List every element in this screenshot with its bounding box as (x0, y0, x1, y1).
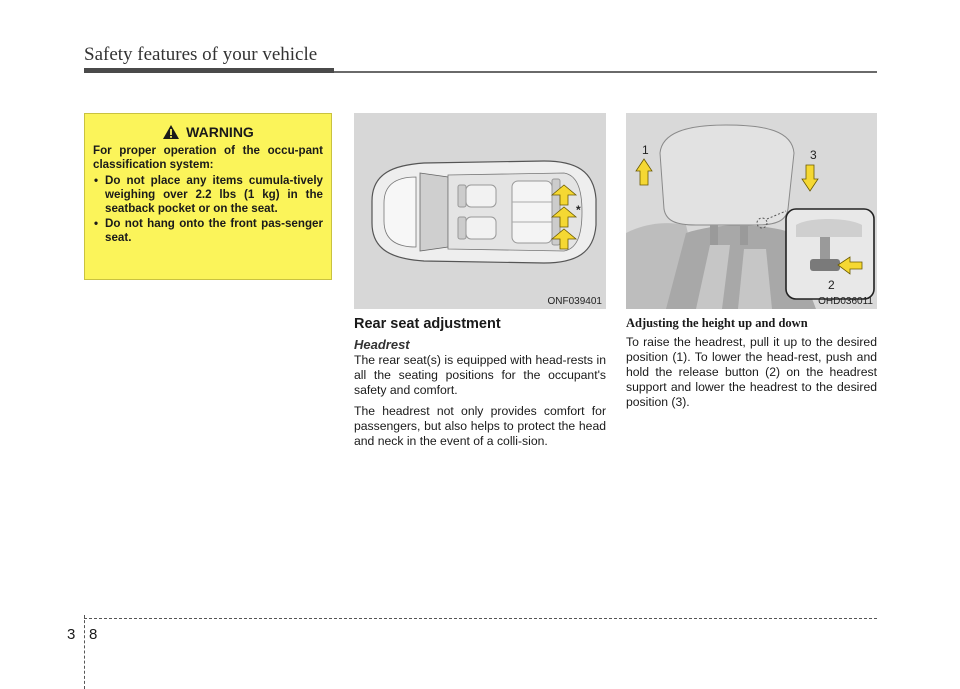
warning-title: WARNING (186, 124, 254, 140)
headrest-figure (626, 113, 877, 309)
footer-divider-vertical (84, 615, 85, 689)
chapter-number: 3 (67, 626, 76, 643)
figure-code: ONF039401 (547, 296, 602, 307)
warning-item: • Do not hang onto the front pas-senger seat. (93, 217, 323, 245)
section-subheading: Headrest (354, 337, 410, 352)
rear-seat-section (354, 316, 606, 455)
car-top-view-illustration (354, 113, 606, 309)
header-rule-thick (84, 68, 334, 73)
page-header-title: Safety features of your vehicle (84, 44, 318, 65)
body-paragraph: To raise the headrest, pull it up to the desired position (1). To lower the head-rest, push and hold the release button (2) on the headrest support and lower the headrest to the desired position (3). (626, 335, 877, 409)
figure-marker: * (576, 203, 581, 217)
page-number: 8 (89, 626, 98, 643)
figure-label-1: 1 (642, 143, 649, 157)
height-adjust-section (626, 316, 877, 416)
body-paragraph: The rear seat(s) is equipped with head-rests in all the seating positions for the occupant's safety and comfort. (354, 353, 606, 397)
body-paragraph: The headrest not only provides comfort for passengers, but also helps to protect the head and neck in the event of a colli-sion. (354, 404, 606, 448)
warning-triangle-icon (162, 124, 180, 140)
warning-list (93, 174, 323, 245)
car-seat-figure (354, 113, 606, 309)
figure-label-2: 2 (828, 278, 835, 292)
figure-label-3: 3 (810, 148, 817, 162)
footer-divider-horizontal (84, 618, 877, 619)
warning-intro: For proper operation of the occu-pant classification system: (93, 144, 323, 171)
figure-code: OHD036011 (818, 296, 873, 307)
warning-item: • Do not place any items cumula-tively weighing over 2.2 lbs (1 kg) in the seatback pocket or on the seat. (93, 174, 323, 216)
warning-box (84, 113, 332, 280)
headrest-illustration (626, 113, 877, 309)
warning-title-row (93, 124, 323, 140)
section-heading: Rear seat adjustment (354, 316, 501, 332)
adjust-heading: Adjusting the height up and down (626, 316, 808, 330)
header-rule-thin (334, 71, 877, 73)
